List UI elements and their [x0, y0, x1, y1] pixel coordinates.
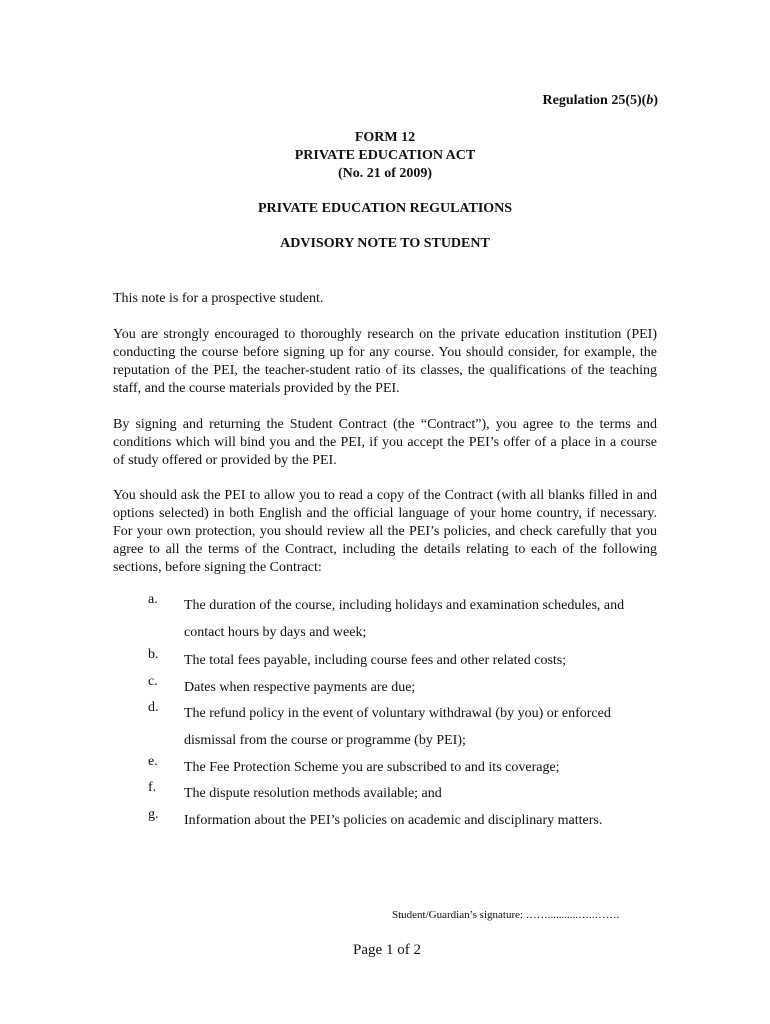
- research-paragraph: You are strongly encouraged to thoroughly research on the private education institution (PEI) conducting the course before signing up for any course. You should consider, for example, the reputation of the PEI, the teacher-student ratio of its classes, the qualifications of the teaching staff, and the course materials provided by the PEI.: [113, 327, 657, 396]
- advisory-note-title: ADVISORY NOTE TO STUDENT: [280, 236, 490, 251]
- act-number: (No. 21 of 2009): [337, 166, 433, 181]
- list-item-letter: e.: [148, 754, 158, 769]
- list-item-text: Dates when respective payments are due;: [184, 680, 416, 695]
- review-paragraph: You should ask the PEI to allow you to read a copy of the Contract (with all blanks filled in and options selected) in both English and the official language of your home country, if necessary. For your own protection, you should review all the PEI’s policies, and check carefully that you agree to all the terms of the Contract, including the details relating to each of the following sections, before signing the Contract:: [113, 488, 657, 575]
- list-item-text: The duration of the course, including holidays and examination schedules, and contact hours by days and week;: [184, 598, 625, 640]
- list-item-letter: b.: [148, 647, 159, 662]
- list-item-text: Information about the PEI’s policies on academic and disciplinary matters.: [184, 813, 603, 828]
- list-item-letter: d.: [148, 700, 159, 715]
- regulation-suffix: ): [653, 93, 658, 108]
- page-number: Page 1 of 2: [353, 942, 421, 958]
- list-item-letter: a.: [148, 592, 158, 607]
- list-item-text: The refund policy in the event of voluntary withdrawal (by you) or enforced dismissal from the course or programme (by PEI);: [184, 706, 611, 748]
- list-item-text: The Fee Protection Scheme you are subscribed to and its coverage;: [184, 760, 560, 775]
- list-item-text: The dispute resolution methods available; and: [184, 786, 442, 801]
- list-item-text: The total fees payable, including course fees and other related costs;: [184, 653, 567, 668]
- regulation-prefix: Regulation 25(5)(: [542, 93, 647, 108]
- regulation-italic: b: [646, 93, 654, 108]
- contract-paragraph: By signing and returning the Student Contract (the “Contract”), you agree to the terms and conditions which will bind you and the PEI, if you accept the PEI’s offer of a place in a course of study offered or provided by the PEI.: [113, 417, 657, 468]
- form-number: FORM 12: [354, 130, 416, 145]
- form-header: [0, 129, 770, 183]
- list-item-letter: g.: [148, 807, 159, 822]
- regulations-title: PRIVATE EDUCATION REGULATIONS: [257, 201, 513, 216]
- intro-paragraph: This note is for a prospective student.: [113, 291, 324, 306]
- act-name: PRIVATE EDUCATION ACT: [294, 148, 476, 163]
- list-item-letter: c.: [148, 674, 158, 689]
- regulation-reference: [543, 93, 659, 109]
- signature-line: Student/Guardian’s signature: ……...........…..…….: [392, 909, 620, 921]
- list-item-letter: f.: [148, 780, 157, 795]
